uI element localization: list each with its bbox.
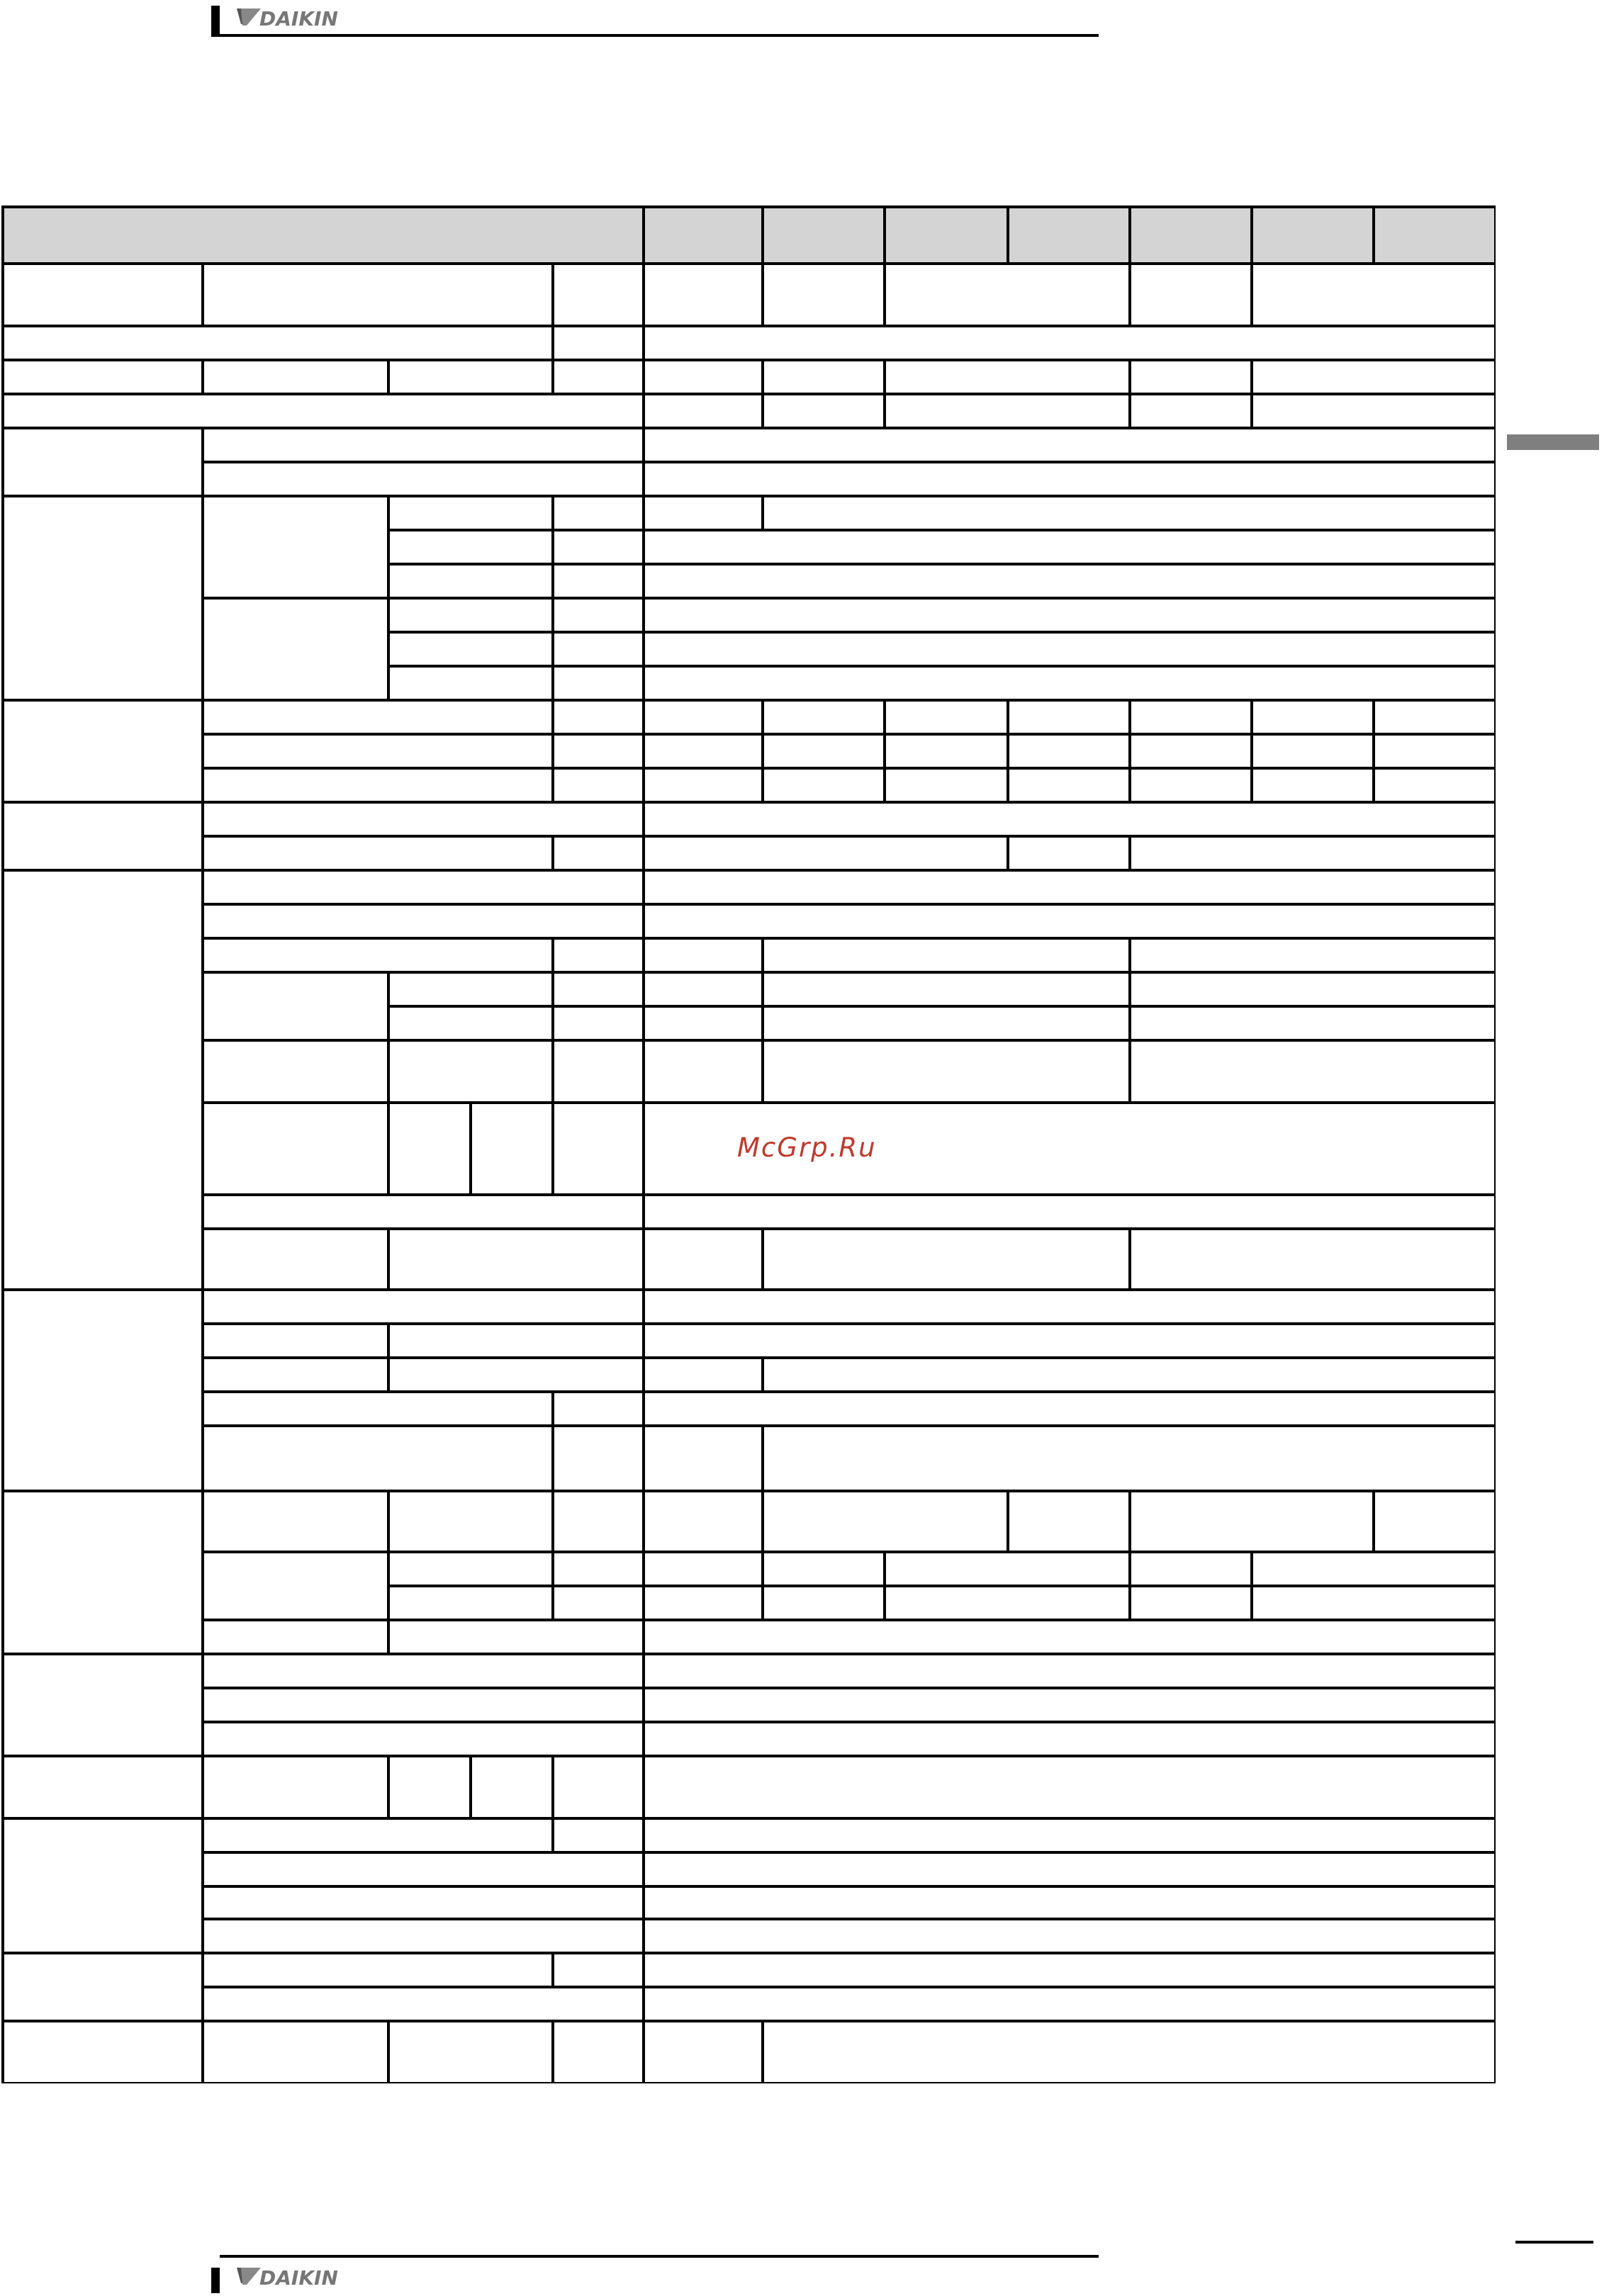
- daikin-footer-logo: [230, 2263, 400, 2292]
- daikin-logo-mark: [230, 4, 400, 33]
- watermark-text: McGrp.Ru: [737, 1132, 877, 1163]
- section-tab-marker: [1507, 434, 1599, 450]
- page-header: [211, 3, 1099, 37]
- header-brand-text: DAIKIN: [259, 7, 338, 30]
- table-header-row: [3, 207, 1496, 264]
- page-number-rule: [1515, 2241, 1593, 2244]
- footer-brand-text: DAIKIN: [259, 2266, 338, 2290]
- daikin-logo: [230, 4, 400, 33]
- page-footer: [211, 2255, 1099, 2289]
- daikin-footer-logo-mark: [230, 2263, 400, 2292]
